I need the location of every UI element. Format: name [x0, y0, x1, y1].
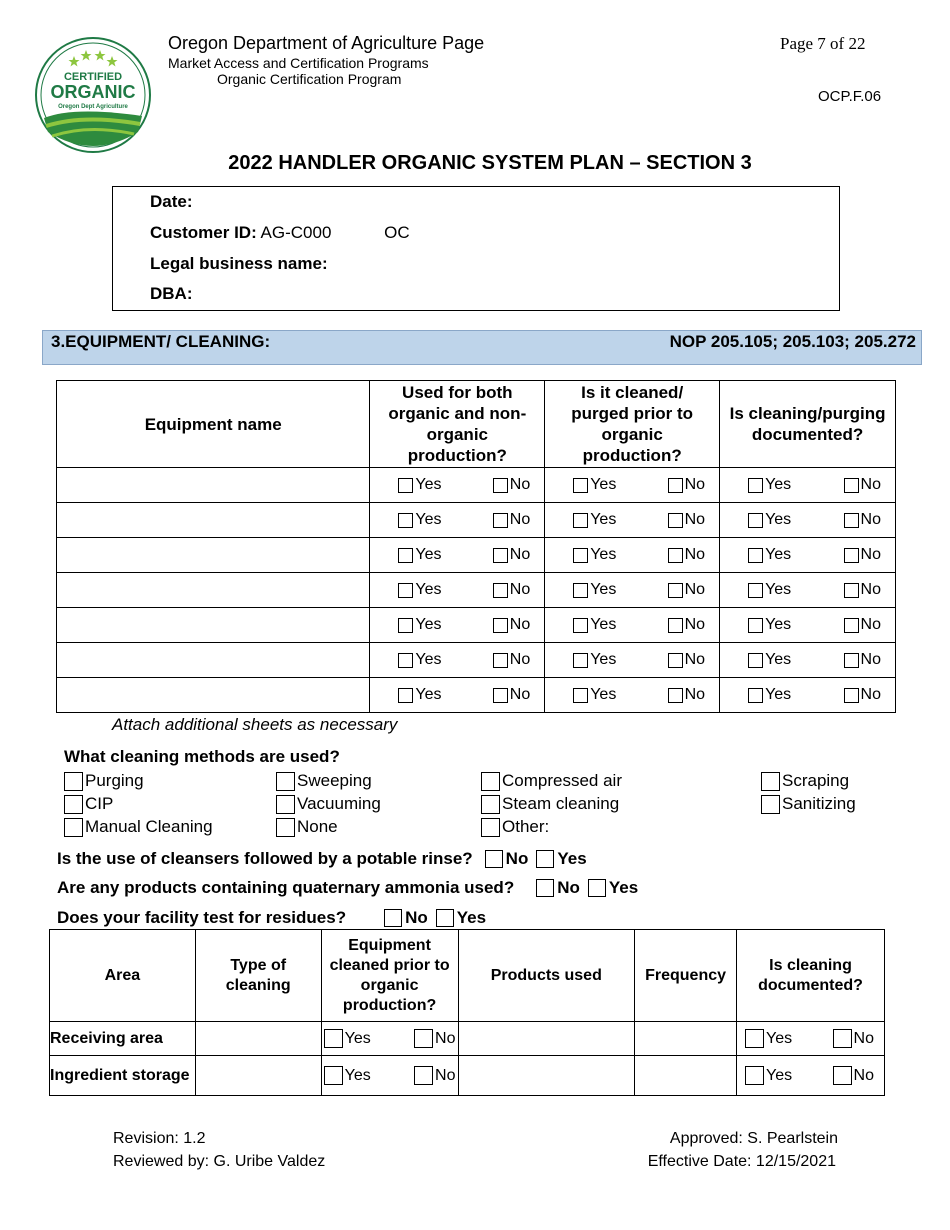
- products-used-field[interactable]: [458, 1056, 635, 1096]
- residue-test-yes-checkbox[interactable]: [436, 909, 454, 927]
- documented-no-option: [844, 581, 881, 599]
- type-of-cleaning-field[interactable]: [195, 1022, 321, 1056]
- page-number: Page 7 of 22: [780, 34, 866, 53]
- equipment-cleaned-yes-option: [324, 1066, 371, 1085]
- documented-yes-option: [748, 546, 791, 564]
- cleaned-prior-cell: [545, 538, 720, 573]
- used-both-yes-option: [398, 686, 441, 704]
- used-both-no-checkbox[interactable]: [493, 583, 508, 598]
- used-both-no-checkbox[interactable]: [493, 513, 508, 528]
- cleaning-method-label: Compressed air: [502, 771, 622, 790]
- table-row: [57, 503, 896, 538]
- yes-label: Yes: [765, 581, 792, 598]
- no-label: No: [435, 1066, 456, 1084]
- documented-yes-option: [748, 686, 791, 704]
- used-both-cell: [370, 538, 545, 573]
- cleaned-prior-yes-option: [573, 476, 616, 494]
- area-cleaning-table: [49, 929, 885, 1096]
- equipment-cleaned-yes-checkbox[interactable]: [324, 1029, 343, 1048]
- cleaned-prior-no-checkbox[interactable]: [668, 618, 683, 633]
- approved-by: Approved: S. Pearlstein: [669, 1130, 838, 1147]
- cleaning-method-label: Scraping: [782, 771, 850, 790]
- revision: Revision: 1.2: [113, 1130, 206, 1147]
- yes-label: Yes: [590, 511, 617, 528]
- cleaning-documented-no-option: [833, 1029, 874, 1048]
- cleaned-prior-yes-checkbox[interactable]: [573, 583, 588, 598]
- used-both-yes-checkbox[interactable]: [398, 618, 413, 633]
- no-label: No: [684, 616, 706, 633]
- cleaning-documented-yes-checkbox[interactable]: [745, 1066, 764, 1085]
- yes-label: Yes: [344, 1066, 371, 1084]
- used-both-yes-checkbox[interactable]: [398, 548, 413, 563]
- certified-organic-logo: [34, 36, 152, 154]
- cleaning-method-option: [64, 794, 113, 814]
- header-documented: Is cleaning/purging documented?: [720, 381, 896, 468]
- subprogram-name: Organic Certification Program: [217, 71, 402, 87]
- cleaning-method-checkbox[interactable]: [761, 795, 780, 814]
- frequency-field[interactable]: [635, 1056, 737, 1096]
- no-label: No: [860, 616, 881, 633]
- table-row: [57, 468, 896, 503]
- no-label: No: [509, 476, 531, 493]
- equipment-cleaned-cell: [321, 1056, 458, 1096]
- documented-yes-option: [748, 616, 791, 634]
- customer-id-label: Customer ID:: [150, 223, 257, 242]
- cleaning-method-checkbox[interactable]: [64, 818, 83, 837]
- cleaning-method-label: Sanitizing: [782, 794, 856, 813]
- yes-label: Yes: [590, 476, 617, 493]
- cleaned-prior-yes-checkbox[interactable]: [573, 688, 588, 703]
- no-label: No: [557, 878, 580, 897]
- equipment-cleaned-no-option: [414, 1029, 455, 1048]
- cleaning-method-label: CIP: [85, 794, 114, 813]
- cleaned-prior-no-option: [668, 616, 705, 634]
- cleaned-prior-no-option: [668, 476, 705, 494]
- potable-rinse-text: Is the use of cleansers followed by a potable rinse?: [57, 849, 473, 868]
- program-name: Market Access and Certification Programs: [168, 55, 429, 71]
- used-both-cell: [370, 678, 545, 713]
- documented-yes-checkbox[interactable]: [748, 478, 763, 493]
- header-type-of-cleaning: Type of cleaning: [195, 930, 321, 1022]
- reviewed-by: Reviewed by: G. Uribe Valdez: [113, 1153, 326, 1170]
- cleaned-prior-yes-option: [573, 511, 616, 529]
- header-used-both: Used for both organic and non-organic production?: [370, 381, 545, 468]
- yes-label: Yes: [415, 546, 442, 563]
- used-both-yes-checkbox[interactable]: [398, 653, 413, 668]
- equipment-cleaned-yes-checkbox[interactable]: [324, 1066, 343, 1085]
- yes-label: Yes: [766, 1066, 793, 1084]
- equipment-table: [56, 380, 896, 713]
- documented-no-checkbox[interactable]: [844, 688, 859, 703]
- cleaning-documented-yes-option: [745, 1066, 792, 1085]
- used-both-yes-option: [398, 616, 441, 634]
- yes-label: Yes: [608, 878, 639, 897]
- documented-yes-option: [748, 651, 791, 669]
- cleaned-prior-cell: [545, 503, 720, 538]
- cleaning-documented-no-checkbox[interactable]: [833, 1066, 852, 1085]
- no-label: No: [435, 1029, 456, 1047]
- cleaning-methods-question: What cleaning methods are used?: [64, 747, 340, 766]
- used-both-yes-option: [398, 651, 441, 669]
- header-cleaning-documented: Is cleaning documented?: [737, 930, 885, 1022]
- yes-label: Yes: [344, 1029, 371, 1047]
- cleaning-documented-yes-option: [745, 1029, 792, 1048]
- cleaned-prior-cell: [545, 573, 720, 608]
- cleaned-prior-yes-option: [573, 651, 616, 669]
- header-area: Area: [50, 930, 196, 1022]
- documented-cell: [720, 643, 896, 678]
- used-both-no-checkbox[interactable]: [493, 688, 508, 703]
- used-both-no-checkbox[interactable]: [493, 653, 508, 668]
- yes-label: Yes: [765, 511, 792, 528]
- cleaned-prior-no-checkbox[interactable]: [668, 478, 683, 493]
- used-both-cell: [370, 573, 545, 608]
- dba-label: DBA:: [150, 284, 193, 303]
- used-both-yes-checkbox[interactable]: [398, 688, 413, 703]
- cleaning-method-checkbox[interactable]: [64, 795, 83, 814]
- documented-yes-checkbox[interactable]: [748, 513, 763, 528]
- equipment-name-field[interactable]: [57, 678, 370, 713]
- documented-yes-checkbox[interactable]: [748, 548, 763, 563]
- table-row: [57, 573, 896, 608]
- no-label: No: [505, 849, 529, 868]
- cleaned-prior-no-option: [668, 651, 705, 669]
- cleaning-method-option: [276, 771, 372, 791]
- cleaned-prior-cell: [545, 608, 720, 643]
- customer-id-suffix: OC: [384, 223, 410, 242]
- documented-yes-checkbox[interactable]: [748, 583, 763, 598]
- yes-label: Yes: [765, 476, 792, 493]
- cleaning-method-option: [276, 817, 338, 837]
- yes-label: Yes: [415, 686, 442, 703]
- equipment-name-field[interactable]: [57, 503, 370, 538]
- area-label: Receiving area: [50, 1022, 196, 1056]
- documented-yes-checkbox[interactable]: [748, 653, 763, 668]
- used-both-no-checkbox[interactable]: [493, 478, 508, 493]
- used-both-cell: [370, 608, 545, 643]
- used-both-no-option: [493, 511, 530, 529]
- documented-no-checkbox[interactable]: [844, 548, 859, 563]
- documented-no-option: [844, 546, 881, 564]
- frequency-field[interactable]: [635, 1022, 737, 1056]
- used-both-no-option: [493, 651, 530, 669]
- no-label: No: [509, 546, 531, 563]
- header-frequency: Frequency: [635, 930, 737, 1022]
- cleaned-prior-no-checkbox[interactable]: [668, 548, 683, 563]
- equipment-name-field[interactable]: [57, 608, 370, 643]
- no-label: No: [509, 651, 531, 668]
- yes-label: Yes: [765, 651, 792, 668]
- section-regulation: NOP 205.105; 205.103; 205.272: [669, 332, 916, 351]
- no-label: No: [860, 686, 881, 703]
- documented-cell: [720, 538, 896, 573]
- cleaned-prior-yes-option: [573, 546, 616, 564]
- potable-rinse-question: [57, 849, 587, 869]
- effective-date: Effective Date: 12/15/2021: [647, 1153, 836, 1170]
- used-both-no-option: [493, 616, 530, 634]
- no-label: No: [509, 686, 531, 703]
- cleaned-prior-yes-checkbox[interactable]: [573, 653, 588, 668]
- used-both-cell: [370, 643, 545, 678]
- svg-text:CERTIFIED: CERTIFIED: [63, 71, 123, 83]
- yes-label: Yes: [590, 616, 617, 633]
- no-label: No: [684, 651, 706, 668]
- used-both-yes-option: [398, 476, 441, 494]
- used-both-cell: [370, 468, 545, 503]
- cleaned-prior-yes-checkbox[interactable]: [573, 513, 588, 528]
- used-both-cell: [370, 503, 545, 538]
- svg-text:Oregon Dept Agriculture: Oregon Dept Agriculture: [58, 104, 128, 110]
- yes-label: Yes: [557, 849, 587, 868]
- documented-no-option: [844, 511, 881, 529]
- cleaning-method-label: Other:: [502, 817, 550, 836]
- potable-rinse-yes-checkbox[interactable]: [536, 850, 554, 868]
- no-label: No: [860, 476, 881, 493]
- yes-label: Yes: [765, 546, 792, 563]
- cleaning-method-checkbox[interactable]: [481, 818, 500, 837]
- cleaning-method-checkbox[interactable]: [481, 795, 500, 814]
- cleaning-method-option: [481, 771, 622, 791]
- form-code: OCP.F.06: [818, 88, 882, 105]
- cleaned-prior-yes-checkbox[interactable]: [573, 478, 588, 493]
- yes-label: Yes: [456, 908, 487, 927]
- cleaning-method-label: Vacuuming: [297, 794, 381, 813]
- equipment-cleaned-yes-option: [324, 1029, 371, 1048]
- cleaning-method-option: [761, 794, 856, 814]
- yes-label: Yes: [765, 616, 792, 633]
- type-of-cleaning-field[interactable]: [195, 1056, 321, 1096]
- used-both-no-option: [493, 686, 530, 704]
- cleaning-method-checkbox[interactable]: [761, 772, 780, 791]
- table-row: [57, 678, 896, 713]
- cleaning-method-label: Sweeping: [297, 771, 372, 790]
- no-label: No: [860, 546, 881, 563]
- products-used-field[interactable]: [458, 1022, 635, 1056]
- cleaning-method-checkbox[interactable]: [64, 772, 83, 791]
- no-label: No: [509, 511, 531, 528]
- equipment-cleaned-no-checkbox[interactable]: [414, 1066, 433, 1085]
- cleaned-prior-cell: [545, 643, 720, 678]
- equipment-cleaned-no-checkbox[interactable]: [414, 1029, 433, 1048]
- documented-cell: [720, 468, 896, 503]
- documented-no-checkbox[interactable]: [844, 618, 859, 633]
- date-label: Date:: [150, 192, 193, 211]
- cleaned-prior-no-checkbox[interactable]: [668, 653, 683, 668]
- documented-no-option: [844, 476, 881, 494]
- used-both-yes-checkbox[interactable]: [398, 513, 413, 528]
- yes-label: Yes: [415, 581, 442, 598]
- documented-no-option: [844, 616, 881, 634]
- header-equipment-cleaned: Equipment cleaned prior to organic production?: [321, 930, 458, 1022]
- cleaning-documented-cell: [737, 1056, 885, 1096]
- potable-rinse-no-checkbox[interactable]: [485, 850, 503, 868]
- cleaning-method-checkbox[interactable]: [276, 795, 295, 814]
- equipment-name-field[interactable]: [57, 538, 370, 573]
- documented-yes-option: [748, 581, 791, 599]
- residue-test-question: [57, 908, 486, 928]
- documented-yes-option: [748, 476, 791, 494]
- cleaned-prior-yes-checkbox[interactable]: [573, 618, 588, 633]
- quaternary-ammonia-no-checkbox[interactable]: [536, 879, 554, 897]
- header-equipment-name: Equipment name: [57, 381, 370, 468]
- page-title: 2022 HANDLER ORGANIC SYSTEM PLAN – SECTION 3: [228, 152, 752, 174]
- customer-id-row: [150, 223, 410, 243]
- yes-label: Yes: [766, 1029, 793, 1047]
- no-label: No: [684, 686, 706, 703]
- no-label: No: [684, 581, 706, 598]
- used-both-yes-option: [398, 581, 441, 599]
- used-both-yes-option: [398, 511, 441, 529]
- cleaning-method-label: Steam cleaning: [502, 794, 620, 813]
- cleaning-documented-yes-checkbox[interactable]: [745, 1029, 764, 1048]
- cleaning-method-option: [276, 794, 381, 814]
- no-label: No: [509, 581, 531, 598]
- used-both-no-option: [493, 581, 530, 599]
- equipment-cleaned-cell: [321, 1022, 458, 1056]
- cleaned-prior-cell: [545, 678, 720, 713]
- yes-label: Yes: [590, 686, 617, 703]
- used-both-no-option: [493, 476, 530, 494]
- documented-no-checkbox[interactable]: [844, 513, 859, 528]
- cleaning-method-checkbox[interactable]: [481, 772, 500, 791]
- equipment-name-field[interactable]: [57, 468, 370, 503]
- no-label: No: [684, 511, 706, 528]
- cleaning-method-option: [481, 817, 549, 837]
- cleaning-method-option: [481, 794, 619, 814]
- legal-name-label: Legal business name:: [150, 254, 328, 273]
- cleaned-prior-no-option: [668, 546, 705, 564]
- cleaning-documented-no-option: [833, 1066, 874, 1085]
- yes-label: Yes: [415, 511, 442, 528]
- table-row: [57, 608, 896, 643]
- no-label: No: [405, 908, 428, 927]
- documented-cell: [720, 503, 896, 538]
- no-label: No: [509, 616, 531, 633]
- cleaned-prior-no-checkbox[interactable]: [668, 688, 683, 703]
- cleaning-method-label: None: [297, 817, 338, 836]
- table-row: [57, 643, 896, 678]
- yes-label: Yes: [415, 651, 442, 668]
- cleaned-prior-yes-checkbox[interactable]: [573, 548, 588, 563]
- customer-id-value[interactable]: AG-C000: [260, 223, 332, 242]
- yes-label: Yes: [415, 476, 442, 493]
- section-title: 3.EQUIPMENT/ CLEANING:: [51, 332, 271, 351]
- attach-note: Attach additional sheets as necessary: [112, 715, 398, 734]
- cleaned-prior-no-option: [668, 511, 705, 529]
- documented-no-checkbox[interactable]: [844, 653, 859, 668]
- yes-label: Yes: [765, 686, 792, 703]
- no-label: No: [860, 651, 881, 668]
- used-both-yes-option: [398, 546, 441, 564]
- cleaning-method-label: Purging: [85, 771, 144, 790]
- documented-cell: [720, 573, 896, 608]
- residue-test-text: Does your facility test for residues?: [57, 908, 347, 927]
- no-label: No: [684, 546, 706, 563]
- documented-cell: [720, 608, 896, 643]
- documented-no-checkbox[interactable]: [844, 478, 859, 493]
- used-both-yes-checkbox[interactable]: [398, 478, 413, 493]
- residue-test-no-checkbox[interactable]: [384, 909, 402, 927]
- used-both-yes-checkbox[interactable]: [398, 583, 413, 598]
- no-label: No: [860, 511, 881, 528]
- table-row: [50, 1056, 885, 1096]
- cleaning-method-label: Manual Cleaning: [85, 817, 213, 836]
- used-both-no-option: [493, 546, 530, 564]
- no-label: No: [860, 581, 881, 598]
- cleaning-method-option: [64, 771, 144, 791]
- cleaned-prior-yes-option: [573, 616, 616, 634]
- documented-yes-checkbox[interactable]: [748, 618, 763, 633]
- area-label: Ingredient storage: [50, 1056, 196, 1096]
- svg-text:ORGANIC: ORGANIC: [50, 82, 136, 102]
- cleaned-prior-yes-option: [573, 686, 616, 704]
- documented-yes-option: [748, 511, 791, 529]
- cleaned-prior-yes-option: [573, 581, 616, 599]
- cleaning-documented-no-checkbox[interactable]: [833, 1029, 852, 1048]
- header-products-used: Products used: [458, 930, 635, 1022]
- id-block: [112, 186, 840, 311]
- no-label: No: [684, 476, 706, 493]
- quaternary-ammonia-text: Are any products containing quaternary ammonia used?: [57, 878, 515, 897]
- equipment-name-field[interactable]: [57, 643, 370, 678]
- cleaning-method-checkbox[interactable]: [276, 772, 295, 791]
- cleaned-prior-no-checkbox[interactable]: [668, 513, 683, 528]
- cleaning-method-checkbox[interactable]: [276, 818, 295, 837]
- cleaning-method-option: [64, 817, 213, 837]
- quaternary-ammonia-question: [57, 878, 638, 898]
- cleaned-prior-no-option: [668, 581, 705, 599]
- no-label: No: [853, 1029, 874, 1047]
- header-cleaned-prior: Is it cleaned/ purged prior to organic production?: [545, 381, 720, 468]
- documented-yes-checkbox[interactable]: [748, 688, 763, 703]
- cleaned-prior-no-checkbox[interactable]: [668, 583, 683, 598]
- quaternary-ammonia-yes-checkbox[interactable]: [588, 879, 606, 897]
- documented-no-checkbox[interactable]: [844, 583, 859, 598]
- yes-label: Yes: [590, 581, 617, 598]
- equipment-name-field[interactable]: [57, 573, 370, 608]
- cleaning-documented-cell: [737, 1022, 885, 1056]
- documented-no-option: [844, 686, 881, 704]
- org-name: Oregon Department of Agriculture Page: [168, 33, 485, 53]
- cleaned-prior-no-option: [668, 686, 705, 704]
- cleaned-prior-cell: [545, 468, 720, 503]
- cleaning-method-option: [761, 771, 849, 791]
- used-both-no-checkbox[interactable]: [493, 618, 508, 633]
- documented-no-option: [844, 651, 881, 669]
- yes-label: Yes: [415, 616, 442, 633]
- equipment-cleaned-no-option: [414, 1066, 455, 1085]
- table-row: [57, 538, 896, 573]
- yes-label: Yes: [590, 651, 617, 668]
- documented-cell: [720, 678, 896, 713]
- yes-label: Yes: [590, 546, 617, 563]
- used-both-no-checkbox[interactable]: [493, 548, 508, 563]
- no-label: No: [853, 1066, 874, 1084]
- table-row: [50, 1022, 885, 1056]
